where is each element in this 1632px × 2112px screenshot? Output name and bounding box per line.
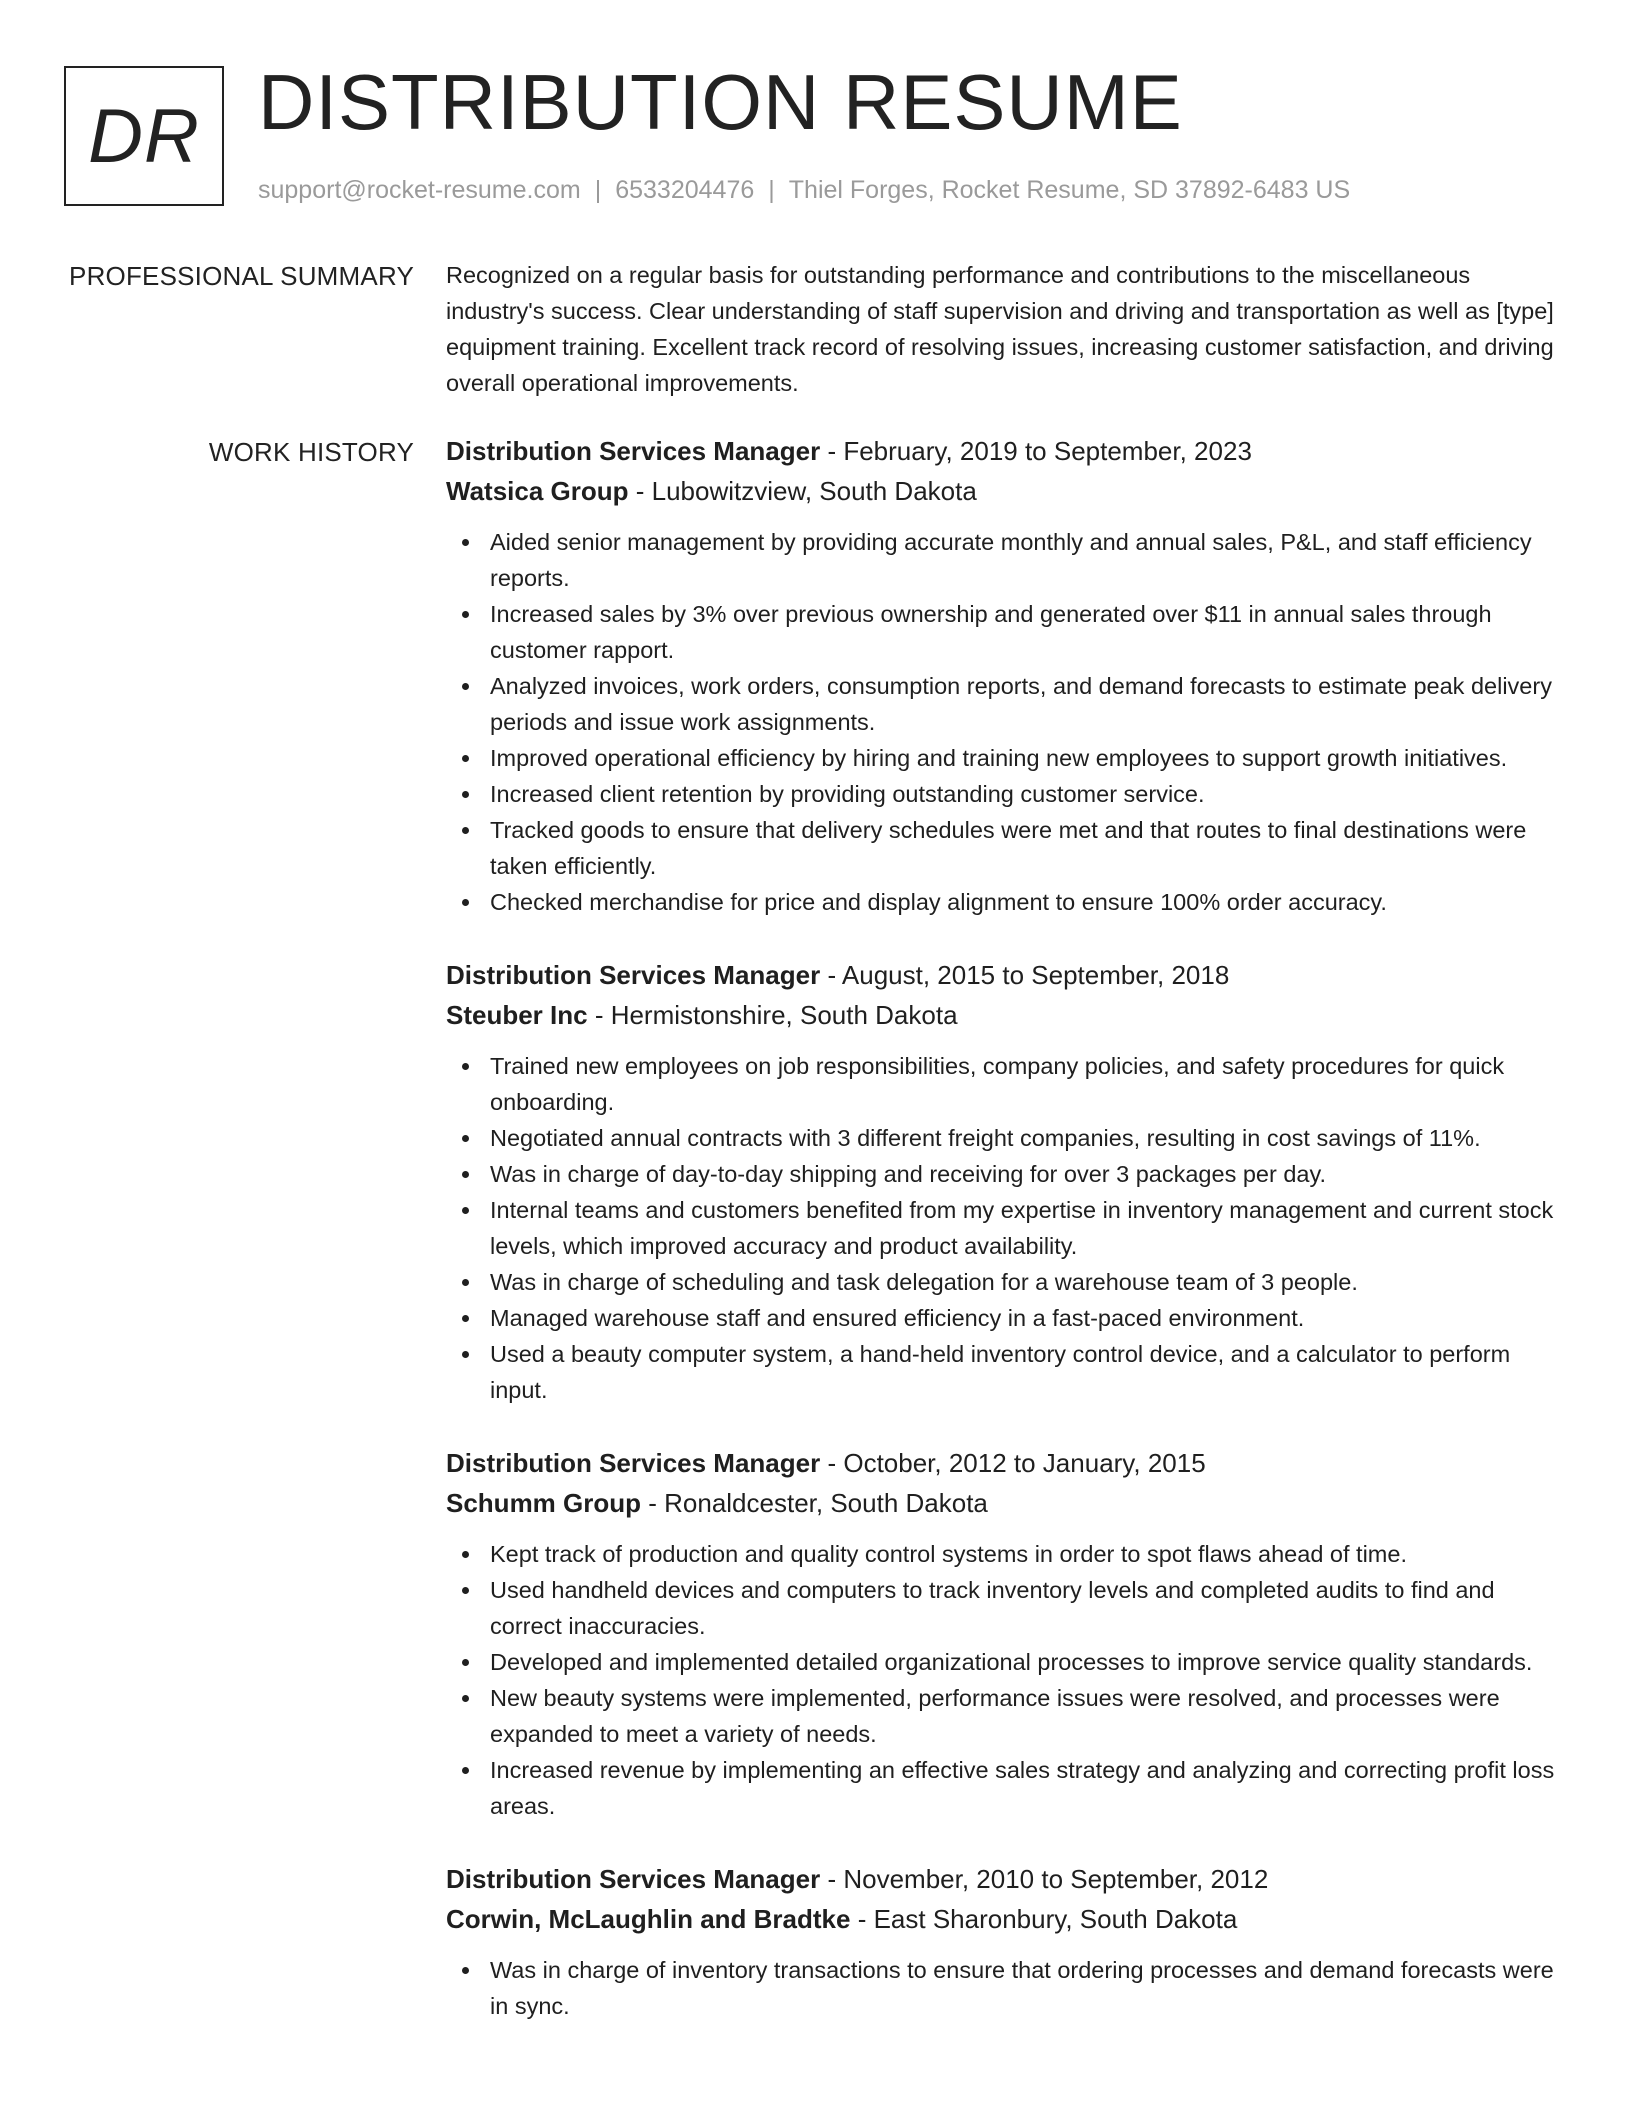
contact-separator: | <box>594 176 602 204</box>
job-location: - Lubowitzview, South Dakota <box>628 476 977 506</box>
job-bullet: Trained new employees on job responsibilities, company policies, and safety procedures for quick onboarding. <box>446 1048 1566 1120</box>
job-company: Schumm Group <box>446 1488 642 1518</box>
job-bullet: Used handheld devices and computers to track inventory levels and completed audits to find and correct inaccuracies. <box>446 1572 1566 1644</box>
job-bullet-list <box>446 1952 1566 2024</box>
monogram-logo: DR <box>64 66 224 206</box>
job-bullet: Negotiated annual contracts with 3 different freight companies, resulting in cost savings of 11%. <box>446 1120 1566 1156</box>
job-bullet: Internal teams and customers benefited from my expertise in inventory management and current stock levels, which improved accuracy and product availability. <box>446 1192 1566 1264</box>
job-bullet: Was in charge of scheduling and task delegation for a warehouse team of 3 people. <box>446 1264 1566 1300</box>
job-location: - East Sharonbury, South Dakota <box>850 1904 1238 1934</box>
job-bullet: Analyzed invoices, work orders, consumption reports, and demand forecasts to estimate peak delivery periods and issue work assignments. <box>446 668 1566 740</box>
job-dates: - August, 2015 to September, 2018 <box>820 960 1230 990</box>
job-title: Distribution Services Manager <box>446 960 821 990</box>
summary-section <box>446 257 1566 401</box>
job-dates: - February, 2019 to September, 2023 <box>820 436 1252 466</box>
job-location: - Ronaldcester, South Dakota <box>641 1488 988 1518</box>
job-bullet: Was in charge of inventory transactions to ensure that ordering processes and demand forecasts were in sync. <box>446 1952 1566 2024</box>
job-bullet: Checked merchandise for price and display alignment to ensure 100% order accuracy. <box>446 884 1566 920</box>
contact-line <box>258 174 1350 206</box>
job-title: Distribution Services Manager <box>446 1864 821 1894</box>
job-dates: - November, 2010 to September, 2012 <box>820 1864 1269 1894</box>
job-entry <box>446 1443 1566 1824</box>
job-bullet: Improved operational efficiency by hiring and training new employees to support growth initiatives. <box>446 740 1566 776</box>
job-bullet-list <box>446 1048 1566 1408</box>
job-bullet: New beauty systems were implemented, performance issues were resolved, and processes were expanded to meet a variety of needs. <box>446 1680 1566 1752</box>
job-dates: - October, 2012 to January, 2015 <box>820 1448 1206 1478</box>
job-bullet: Increased revenue by implementing an effective sales strategy and analyzing and correcting profit loss areas. <box>446 1752 1566 1824</box>
job-bullet: Managed warehouse staff and ensured efficiency in a fast-paced environment. <box>446 1300 1566 1336</box>
work-history-section <box>446 431 1566 2024</box>
job-company-line <box>446 471 1566 511</box>
job-location: - Hermistonshire, South Dakota <box>587 1000 958 1030</box>
job-title-line <box>446 431 1566 471</box>
job-company: Watsica Group <box>446 476 629 506</box>
contact-separator: | <box>768 176 775 204</box>
job-company: Steuber Inc <box>446 1000 588 1030</box>
job-bullet: Increased client retention by providing outstanding customer service. <box>446 776 1566 812</box>
resume-title: DISTRIBUTION RESUME <box>258 58 1183 146</box>
job-bullet: Tracked goods to ensure that delivery schedules were met and that routes to final destinations were taken efficiently. <box>446 812 1566 884</box>
job-entry <box>446 955 1566 1408</box>
job-title-line <box>446 1859 1566 1899</box>
job-entry <box>446 431 1566 920</box>
summary-text: Recognized on a regular basis for outstanding performance and contributions to the miscellaneous industry's success. Clear understanding of staff supervision and driving and transportation as well as [type] equipment training. Excellent track record of resolving issues, increasing customer satisfaction, and driving overall operational improvements. <box>446 262 1554 396</box>
job-entry <box>446 1859 1566 2024</box>
contact-address: Thiel Forges, Rocket Resume, SD 37892-6483 US <box>788 176 1351 204</box>
job-bullet: Kept track of production and quality control systems in order to spot flaws ahead of time. <box>446 1536 1566 1572</box>
job-title: Distribution Services Manager <box>446 1448 821 1478</box>
job-bullet: Increased sales by 3% over previous ownership and generated over $11 in annual sales through customer rapport. <box>446 596 1566 668</box>
job-company-line <box>446 995 1566 1035</box>
job-title-line <box>446 1443 1566 1483</box>
job-company-line <box>446 1483 1566 1523</box>
job-title: Distribution Services Manager <box>446 436 821 466</box>
job-bullet: Used a beauty computer system, a hand-held inventory control device, and a calculator to perform input. <box>446 1336 1566 1408</box>
job-bullet-list <box>446 1536 1566 1824</box>
contact-email[interactable]: support@rocket-resume.com <box>258 176 581 204</box>
job-bullet: Developed and implemented detailed organizational processes to improve service quality standards. <box>446 1644 1566 1680</box>
job-bullet-list <box>446 524 1566 920</box>
job-company-line <box>446 1899 1566 1939</box>
work-history-section-label: WORK HISTORY <box>208 437 414 467</box>
contact-phone[interactable]: 6533204476 <box>615 176 755 204</box>
job-bullet: Was in charge of day-to-day shipping and receiving for over 3 packages per day. <box>446 1156 1566 1192</box>
job-title-line <box>446 955 1566 995</box>
summary-section-label: PROFESSIONAL SUMMARY <box>69 261 414 291</box>
job-bullet: Aided senior management by providing accurate monthly and annual sales, P&L, and staff efficiency reports. <box>446 524 1566 596</box>
job-company: Corwin, McLaughlin and Bradtke <box>446 1904 851 1934</box>
